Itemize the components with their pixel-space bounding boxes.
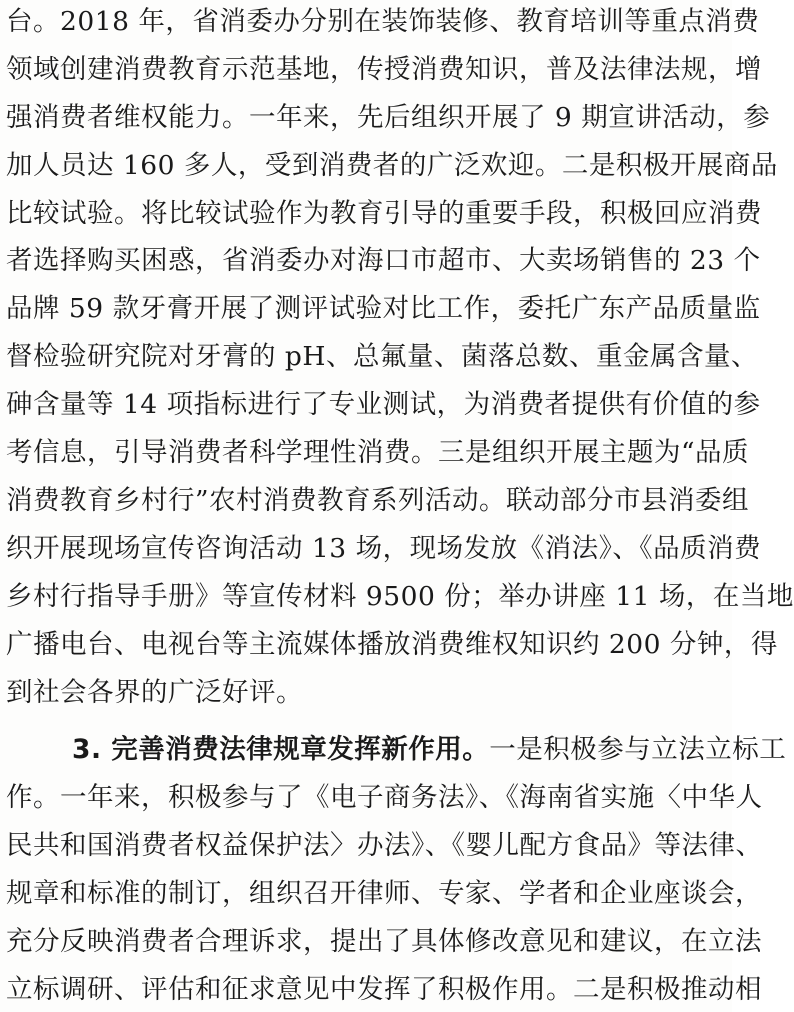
- text-line: 者选择购买困惑，省消委办对海口市超市、大卖场销售的 23 个: [6, 245, 761, 277]
- text-line: 台。2018 年，省消委办分别在装饰装修、教育培训等重点消费: [6, 5, 760, 37]
- section-3-first-line: [72, 730, 787, 770]
- text-line: 领域创建消费教育示范基地，传授消费知识，普及法律法规，增: [6, 53, 762, 85]
- text-line: 强消费者维权能力。一年来，先后组织开展了 9 期宣讲活动，参: [6, 101, 771, 133]
- text-line: 作。一年来，积极参与了《电子商务法》、《海南省实施〈中华人: [6, 782, 763, 814]
- text-line: 规章和标准的制订，组织召开律师、专家、学者和企业座谈会，: [6, 877, 762, 909]
- text-line: 考信息，引导消费者科学理性消费。三是组织开展主题为“品质: [6, 437, 750, 469]
- text-line: 广播电台、电视台等主流媒体播放消费维权知识约 200 分钟，得: [6, 628, 778, 660]
- section-3-heading: 3. 完善消费法律规章发挥新作用。: [72, 734, 490, 766]
- text-line: 到社会各界的广泛好评。: [6, 676, 303, 708]
- text-line: 民共和国消费者权益保护法〉办法》、《婴儿配方食品》等法律、: [6, 829, 763, 861]
- text-line: 织开展现场宣传咨询活动 13 场，现场发放《消法》、《品质消费: [6, 532, 762, 564]
- text-line: 砷含量等 14 项指标进行了专业测试，为消费者提供有价值的参: [6, 389, 761, 421]
- text-line: 比较试验。将比较试验作为教育引导的重要手段，积极回应消费: [6, 197, 762, 229]
- text-line: 立标调研、评估和征求意见中发挥了积极作用。二是积极推动相: [6, 973, 762, 1005]
- section-3-first-line-text: 一是积极参与立法立标工: [489, 734, 787, 766]
- text-line: 督检验研究院对牙膏的 pH、总氟量、菌落总数、重金属含量、: [6, 341, 758, 373]
- text-line: 消费教育乡村行”农村消费教育系列活动。联动部分市县消委组: [6, 485, 750, 516]
- text-line: 乡村行指导手册》等宣传材料 9500 份；举办讲座 11 场，在当地: [6, 580, 794, 612]
- text-line: 加人员达 160 多人，受到消费者的广泛欢迎。二是积极开展商品: [6, 149, 778, 181]
- text-line: 品牌 59 款牙膏开展了测评试验对比工作，委托广东产品质量监: [6, 293, 761, 325]
- text-line: 充分反映消费者合理诉求，提出了具体修改意见和建议，在立法: [6, 925, 762, 957]
